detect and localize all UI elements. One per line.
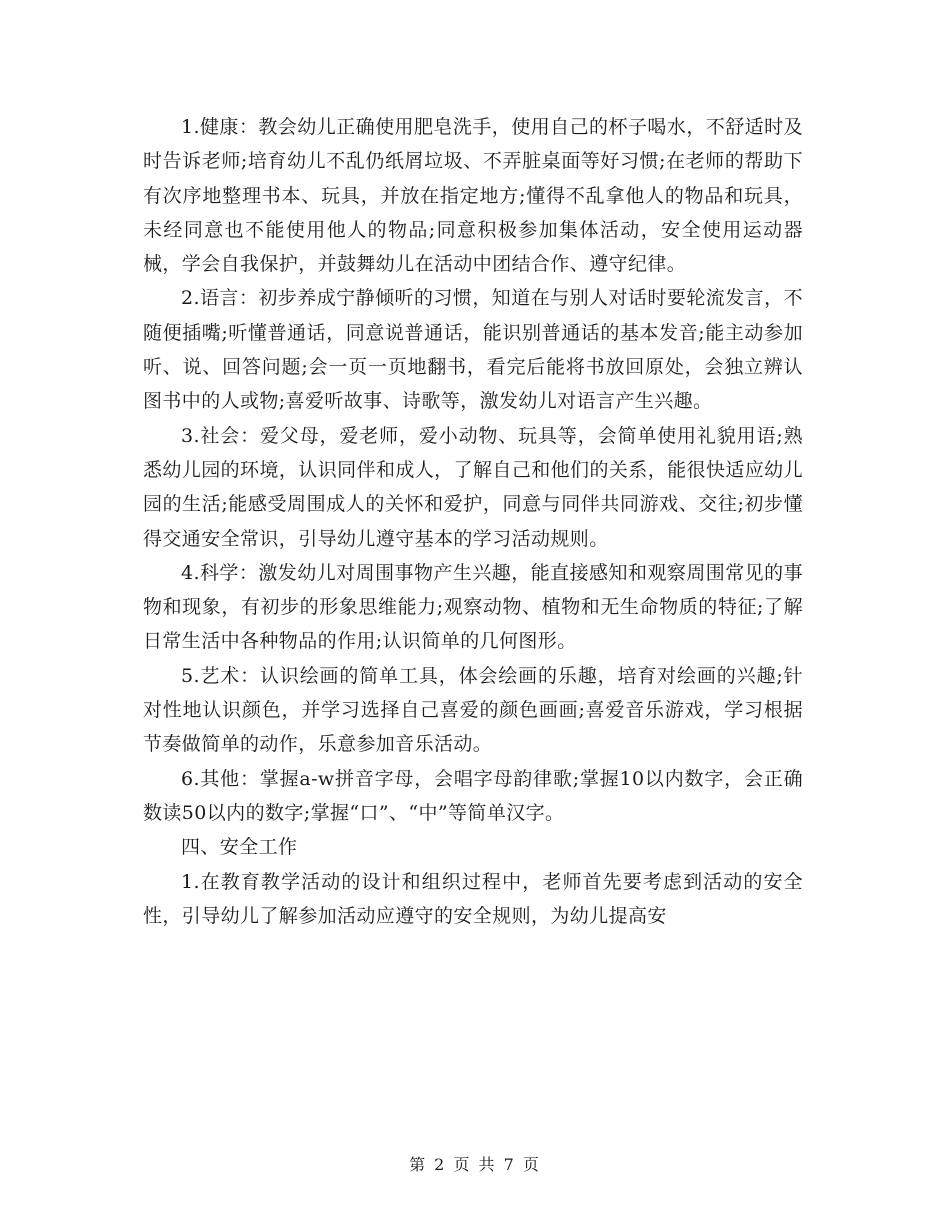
paragraph-language: 2.语言：初步养成宁静倾听的习惯，知道在与别人对话时要轮流发言，不随便插嘴;听懂普通话，同意说普通话，能识别普通话的基本发音;能主动参加听、说、回答问题;会一页一页地翻书，看完后能将书放回原处，会独立辨认图书中的人或物;喜爱听故事、诗歌等，激发幼儿对语言产生兴趣。 bbox=[143, 287, 803, 413]
document-body bbox=[143, 110, 803, 933]
paragraph-science: 4.科学：激发幼儿对周围事物产生兴趣，能直接感知和观察周围常见的事物和现象，有初步的形象思维能力;观察动物、植物和无生命物质的特征;了解日常生活中各种物品的作用;认识简单的几何图形。 bbox=[143, 561, 803, 653]
paragraph-art: 5.艺术：认识绘画的简单工具，体会绘画的乐趣，培育对绘画的兴趣;针对性地认识颜色，并学习选择自己喜爱的颜色画画;喜爱音乐游戏，学习根据节奏做简单的动作，乐意参加音乐活动。 bbox=[143, 664, 803, 756]
paragraph-other: 6.其他：掌握a-w拼音字母，会唱字母韵律歌;掌握10以内数字，会正确数读50以内的数字;掌握“口”、“中”等简单汉字。 bbox=[143, 767, 803, 824]
section-heading-safety: 四、安全工作 bbox=[181, 836, 298, 859]
paragraph-society: 3.社会：爱父母，爱老师，爱小动物、玩具等，会简单使用礼貌用语;熟悉幼儿园的环境，认识同伴和成人，了解自己和他们的关系，能很快适应幼儿园的生活;能感受周围成人的关怀和爱护，同意与同伴共同游戏、交往;初步懂得交通安全常识，引导幼儿遵守基本的学习活动规则。 bbox=[143, 424, 803, 550]
paragraph-safety-1: 1.在教育教学活动的设计和组织过程中，老师首先要考虑到活动的安全性，引导幼儿了解参加活动应遵守的安全规则，为幼儿提高安 bbox=[143, 870, 803, 927]
page-footer: 第 2 页 共 7 页 bbox=[409, 1155, 541, 1174]
paragraph-health: 1.健康：教会幼儿正确使用肥皂洗手，使用自己的杯子喝水，不舒适时及时告诉老师;培育幼儿不乱仍纸屑垃圾、不弄脏桌面等好习惯;在老师的帮助下有次序地整理书本、玩具，并放在指定地方;懂得不乱拿他人的物品和玩具，未经同意也不能使用他人的物品;同意积极参加集体活动，安全使用运动器械，学会自我保护，并鼓舞幼儿在活动中团结合作、遵守纪律。 bbox=[143, 116, 803, 276]
